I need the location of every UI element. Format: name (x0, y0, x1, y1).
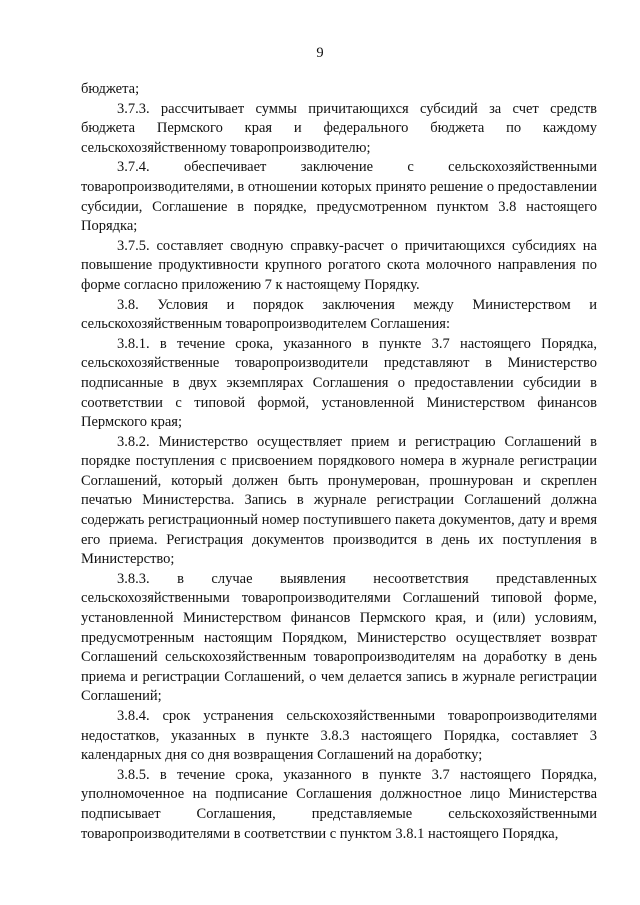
paragraph-3-7-3: 3.7.3. рассчитывает суммы причитающихся субсидий за счет средств бюджета Пермского края и федерального бюджета по каждому сельскохозяйственному товаропроизводителю; (81, 100, 597, 156)
paragraph-3-7-5: 3.7.5. составляет сводную справку-расчет о причитающихся субсидиях на повышение продуктивности крупного рогатого скота молочного направления по форме согласно приложению 7 к настоящему Порядку. (81, 237, 597, 293)
paragraph-3-7-4: 3.7.4. обеспечивает заключение с сельскохозяйственными товаропроизводителями, в отношении которых принято решение о предоставлении субсидии, Соглашение в порядке, предусмотренном пунктом 3.8 настоящего Порядка; (81, 159, 597, 235)
paragraph-3-8-5: 3.8.5. в течение срока, указанного в пункте 3.7 настоящего Порядка, уполномоченное на подписание Соглашения должностное лицо Министерства подписывает Соглашения, представляемые сельскохозяйственными товаропроизводителями в соответствии с пунктом 3.8.1 настоящего Порядка, (81, 766, 597, 842)
paragraph-3-8-1: 3.8.1. в течение срока, указанного в пункте 3.7 настоящего Порядка, сельскохозяйственные товаропроизводители представляют в Министерство подписанные в двух экземплярах Соглашения о предоставлении субсидии в соответствии с типовой формой, установленной Министерством финансов Пермского края; (81, 335, 597, 431)
page-number: 9 (316, 45, 324, 61)
paragraph-3-8-3: 3.8.3. в случае выявления несоответствия представленных сельскохозяйственными товаропроизводителями Соглашений типовой форме, установленной Министерством финансов Пермского края, и (или) условиям, предусмотренным настоящим Порядком, Министерство осуществляет возврат Соглашений сельскохозяйственным товаропроизводителям на доработку в день приема и регистрации Соглашений, о чем делается запись в журнале регистрации Соглашений; (81, 570, 597, 705)
paragraph-budget-end: бюджета; (81, 81, 140, 97)
document-body (81, 80, 597, 844)
paragraph-3-8-2: 3.8.2. Министерство осуществляет прием и регистрацию Соглашений в порядке поступления с присвоением порядкового номера в журнале регистрации Соглашений, который должен быть пронумерован, прошнурован и скреплен печатью Министерства. Запись в журнале регистрации Соглашений должна содержать регистрационный номер поступившего пакета документов, дату и время его приема. Регистрация документов производится в день их поступления в Министерство; (81, 433, 597, 568)
paragraph-3-8-4: 3.8.4. срок устранения сельскохозяйственными товаропроизводителями недостатков, указанных в пункте 3.8.3 настоящего Порядка, составляет 3 календарных дня со дня возвращения Соглашений на доработку; (81, 708, 597, 764)
paragraph-3-8: 3.8. Условия и порядок заключения между Министерством и сельскохозяйственным товаропроизводителем Соглашения: (81, 296, 597, 333)
